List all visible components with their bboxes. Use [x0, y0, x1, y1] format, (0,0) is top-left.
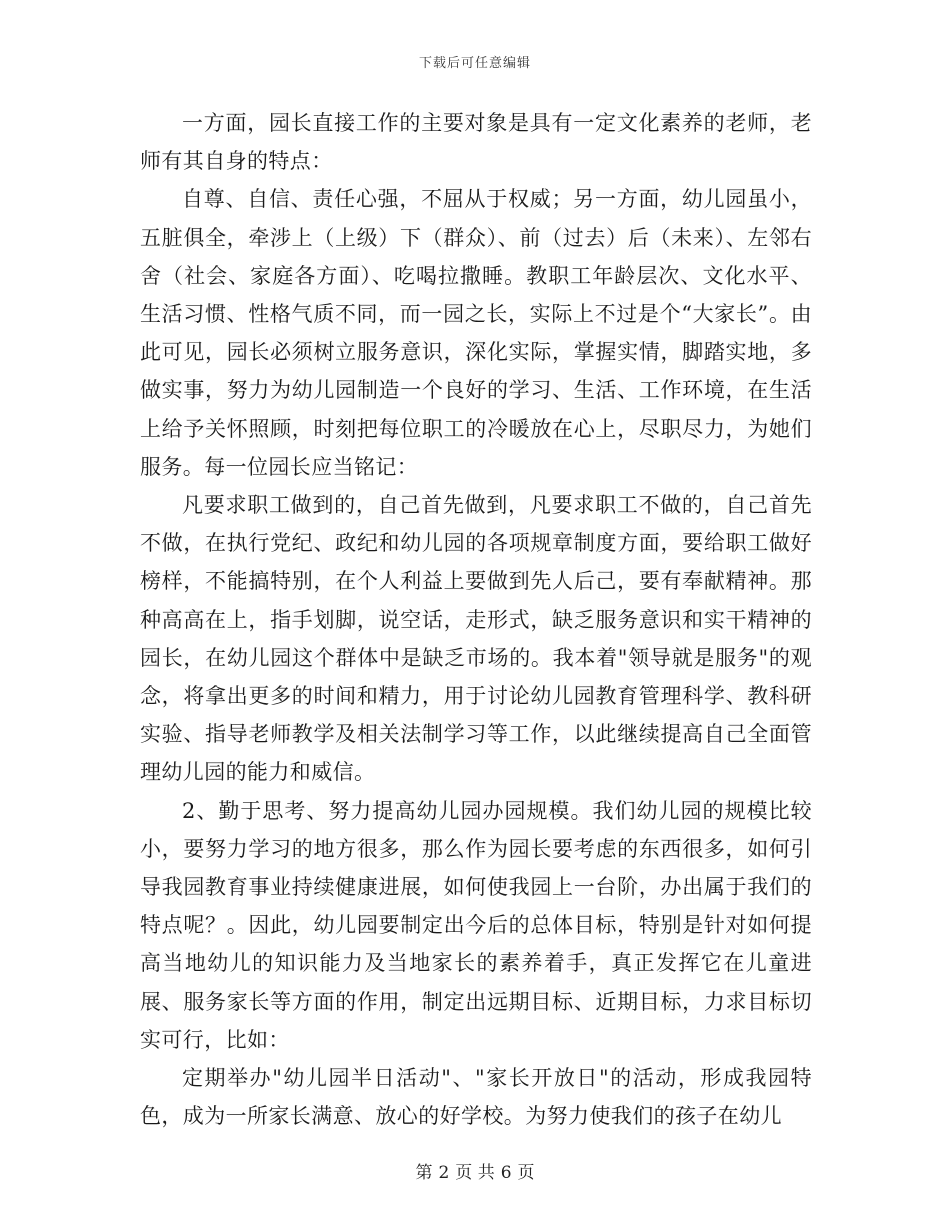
page-header: 下载后可任意编辑	[418, 56, 531, 71]
total-page-number: 6	[500, 1163, 512, 1183]
paragraph: 一方面，园长直接工作的主要对象是具有一定文化素养的老师，老师有其自身的特点：	[140, 111, 812, 174]
document-body	[140, 104, 812, 1135]
paragraph: 2、勤于思考、努力提高幼儿园办园规模。我们幼儿园的规模比较小，要努力学习的地方很多，那么作为园长要考虑的东西很多，如何引导我园教育事业持续健康进展，如何使我园上一台阶，办出属于我们的特点呢？。因此，幼儿园要制定出今后的总体目标，特别是针对如何提高当地幼儿的知识能力及当地家长的素养着手，真正发挥它在儿童进展、服务家长等方面的作用，制定出远期目标、近期目标，力求目标切实可行，比如：	[140, 798, 812, 1052]
paragraph: 自尊、自信、责任心强，不屈从于权威；另一方面，幼儿园虽小，五脏俱全，牵涉上（上级）下（群众）、前（过去）后（未来）、左邻右舍（社会、家庭各方面）、吃喝拉撒睡。教职工年龄层次、文化水平、生活习惯、性格气质不同，而一园之长，实际上不过是个“大家长”。由此可见，园长必须树立服务意识，深化实际，掌握实情，脚踏实地，多做实事，努力为幼儿园制造一个良好的学习、生活、工作环境，在生活上给予关怀照顾，时刻把每位职工的冷暖放在心上，尽职尽力，为她们服务。每一位园长应当铭记：	[140, 187, 812, 479]
footer-suffix: 页	[517, 1163, 535, 1183]
paragraph: 定期举办"幼儿园半日活动"、"家长开放日"的活动，形成我园特色，成为一所家长满意、放心的好学校。为努力使我们的孩子在幼儿	[140, 1066, 812, 1129]
page-footer	[0, 1158, 950, 1183]
paragraph: 凡要求职工做到的，自己首先做到，凡要求职工不做的，自己首先不做，在执行党纪、政纪和幼儿园的各项规章制度方面，要给职工做好榜样，不能搞特别，在个人利益上要做到先人后己，要有奉献精神。那种高高在上，指手划脚，说空话，走形式，缺乏服务意识和实干精神的园长，在幼儿园这个群体中是缺乏市场的。我本着"领导就是服务"的观念，将拿出更多的时间和精力，用于讨论幼儿园教育管理科学、教科研实验、指导老师教学及相关法制学习等工作，以此继续提高自己全面管理幼儿园的能力和威信。	[140, 493, 812, 785]
current-page-number: 2	[438, 1163, 450, 1183]
footer-prefix: 第	[415, 1163, 433, 1183]
footer-middle: 页 共	[455, 1163, 495, 1183]
